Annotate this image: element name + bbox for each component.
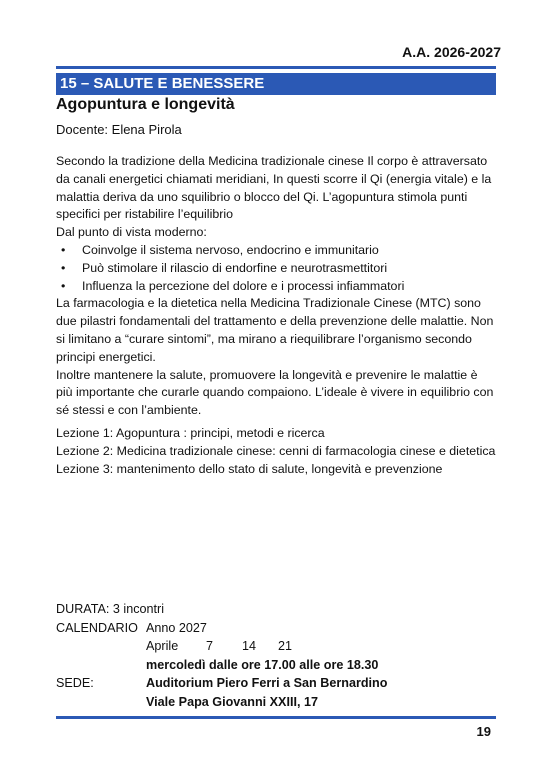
course-description bbox=[56, 153, 496, 420]
teacher-name: Docente: Elena Pirola bbox=[56, 122, 182, 137]
description-paragraph-2: La farmacologia e la dietetica nella Medicina Tradizionale Cinese (MTC) sono due pilastri fondamentali del trattamento e della prevenzione delle malattie. Non si limitano a “curare sintomi”, ma mirano a riequilibrare l’organismo secondo principi energetici. bbox=[56, 296, 494, 364]
calendar-month: Aprile bbox=[146, 639, 179, 653]
venue-address: Viale Papa Giovanni XXIII, 17 bbox=[146, 694, 318, 709]
venue-name: Auditorium Piero Ferri a San Bernardino bbox=[146, 676, 388, 690]
calendar-day: 21 bbox=[278, 639, 293, 653]
course-title: Agopuntura e longevità bbox=[56, 96, 235, 113]
bullet-list bbox=[56, 242, 496, 295]
calendar-dates bbox=[146, 637, 314, 656]
schedule: mercoledì dalle ore 17.00 alle ore 18.30 bbox=[146, 657, 379, 672]
duration: DURATA: 3 incontri bbox=[56, 602, 165, 616]
lesson-item: Lezione 2: Medicina tradizionale cinese: cenni di farmacologia cinese e dietetica bbox=[56, 443, 496, 458]
lesson-list bbox=[56, 425, 496, 478]
description-paragraph-3: Inoltre mantenere la salute, promuovere la longevità e prevenire le malattie è più importante che curarle quando compaiono. L’ideale è vivere in equilibrio con sé stessi e con l’ambiente. bbox=[56, 367, 494, 418]
lesson-item: Lezione 3: mantenimento dello stato di salute, longevità e prevenzione bbox=[56, 461, 443, 476]
academic-year: A.A. 2026-2027 bbox=[402, 44, 501, 60]
description-modern-view: Dal punto di vista moderno: bbox=[56, 225, 207, 240]
list-item: • Può stimolare il rilascio di endorfine e neurotrasmettitori bbox=[56, 260, 496, 278]
list-item: • Coinvolge il sistema nervoso, endocrino e immunitario bbox=[56, 242, 496, 260]
lesson-item: Lezione 1: Agopuntura : principi, metodi e ricerca bbox=[56, 426, 325, 440]
course-info bbox=[56, 600, 496, 711]
calendar-year: Anno 2027 bbox=[146, 620, 207, 635]
bottom-divider bbox=[56, 716, 496, 719]
venue-label: SEDE: bbox=[56, 676, 94, 690]
calendar-label: CALENDARIO bbox=[56, 620, 138, 635]
list-item: • Influenza la percezione del dolore e i processi infiammatori bbox=[56, 278, 496, 296]
section-title: 15 – SALUTE E BENESSERE bbox=[56, 73, 496, 95]
calendar-day: 14 bbox=[242, 639, 257, 653]
top-divider bbox=[56, 66, 496, 69]
description-intro: Secondo la tradizione della Medicina tradizionale cinese Il corpo è attraversato da canali energetici chiamati meridiani, In questi scorre il Qi (energia vitale) e la malattia deriva da uno squilibrio o blocco del Qi. L’agopuntura stimola punti specifici per ristabilire l’equilibrio bbox=[56, 154, 492, 222]
page-number: 19 bbox=[476, 724, 491, 739]
calendar-day: 7 bbox=[206, 639, 214, 653]
